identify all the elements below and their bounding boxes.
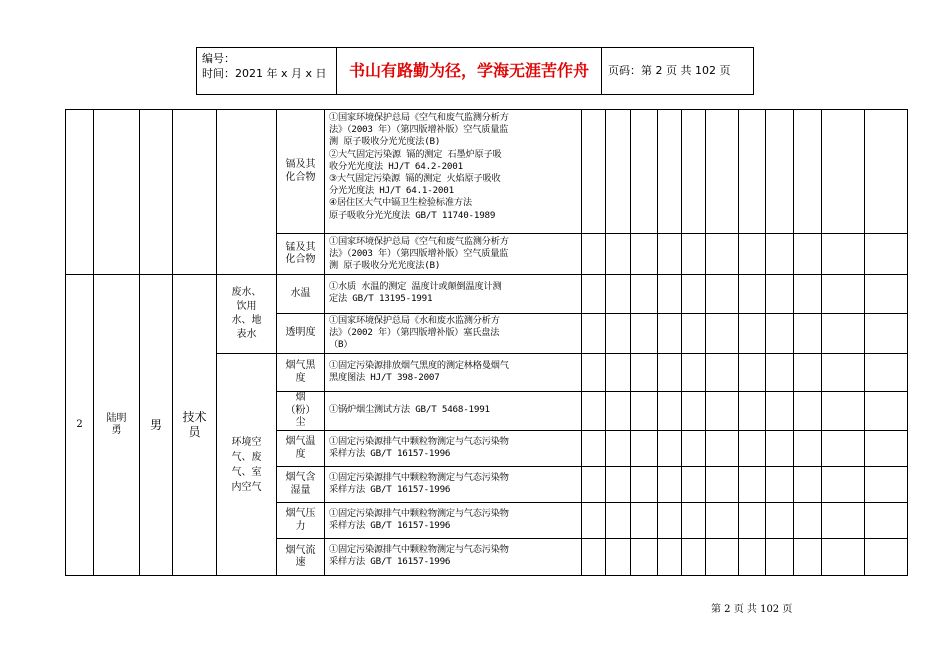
item-dust: 烟 （粉） 尘 — [285, 392, 316, 429]
item-transparency: 透明度 — [285, 327, 316, 339]
number-label: 编号： — [202, 52, 235, 65]
person-role: 技术 员 — [182, 410, 207, 439]
row-index: 2 — [76, 418, 83, 430]
item-gas-pressure: 烟气压 力 — [285, 508, 316, 532]
method-gas-velocity: ①固定污染源排气中颗粒物测定与气态污染物 采样方法 GB/T 16157-1996 — [329, 544, 509, 568]
method-gas-temp: ①固定污染源排气中颗粒物测定与气态污染物 采样方法 GB/T 16157-1996 — [329, 436, 509, 460]
item-gas-temp: 烟气温 度 — [285, 436, 316, 460]
method-water-temp: ①水质 水温的测定 温度计或颠倒温度计测 定法 GB/T 13195-1991 — [329, 281, 502, 305]
person-name: 陆明 勇 — [106, 412, 127, 436]
item-cadmium: 镉及其 化合物 — [285, 159, 316, 183]
item-water-temp: 水温 — [290, 287, 311, 299]
method-manganese: ①国家环境保护总局《空气和废气监测分析方 法》（2003 年）（第四版增补版）空气质量监 测 原子吸收分光光度法(B) — [329, 236, 509, 272]
item-gas-moisture: 烟气含 湿量 — [285, 472, 316, 496]
page-footer: 第 2 页 共 102 页 — [711, 604, 793, 615]
method-gas-moisture: ①固定污染源排气中颗粒物测定与气态污染物 采样方法 GB/T 16157-1996 — [329, 472, 509, 496]
method-cadmium: ①国家环境保护总局《空气和废气监测分析方 法》（2003 年）（第四版增补版）空气质量监 测 原子吸收分光光度法(B) ②大气固定污染源 镉的测定 石墨炉原子吸 收分光光度法 HJ/T 64.2-2001 ③大气固定污染源 镉的测定 火焰原子吸收 分光光度法 HJ/T 64.1-2001 ④居住区大气中镉卫生检验标准方法 原子吸收分光光度法 GB/T 11740-1989 — [329, 112, 509, 221]
time-label: 时间：2021 年 x 月 x 日 — [202, 67, 327, 80]
page-label: 页码：第 2 页 共 102 页 — [608, 64, 731, 77]
method-gas-pressure: ①固定污染源排气中颗粒物测定与气态污染物 采样方法 GB/T 16157-1996 — [329, 508, 509, 532]
method-transparency: ①国家环境保护总局《水和废水监测分析方 法》（2002 年）（第四版增补版）塞氏盘法 （B） — [329, 315, 500, 351]
item-manganese: 锰及其 化合物 — [285, 241, 316, 265]
item-smoke-blackness: 烟气黑 度 — [285, 360, 316, 384]
category-air: 环境空 气、废 气、室 内空气 — [231, 436, 262, 493]
category-water: 废水、 饮用 水、地 表水 — [231, 287, 262, 340]
method-dust: ①锅炉烟尘测试方法 GB/T 5468-1991 — [329, 404, 490, 415]
motto: 书山有路勤为径，学海无涯苦作舟 — [337, 48, 602, 94]
person-gender: 男 — [149, 417, 162, 432]
item-gas-velocity: 烟气流 速 — [285, 544, 316, 568]
method-smoke-blackness: ①固定污染源排放烟气黑度的测定林格曼烟气 黑度图法 HJ/T 398-2007 — [329, 360, 509, 384]
